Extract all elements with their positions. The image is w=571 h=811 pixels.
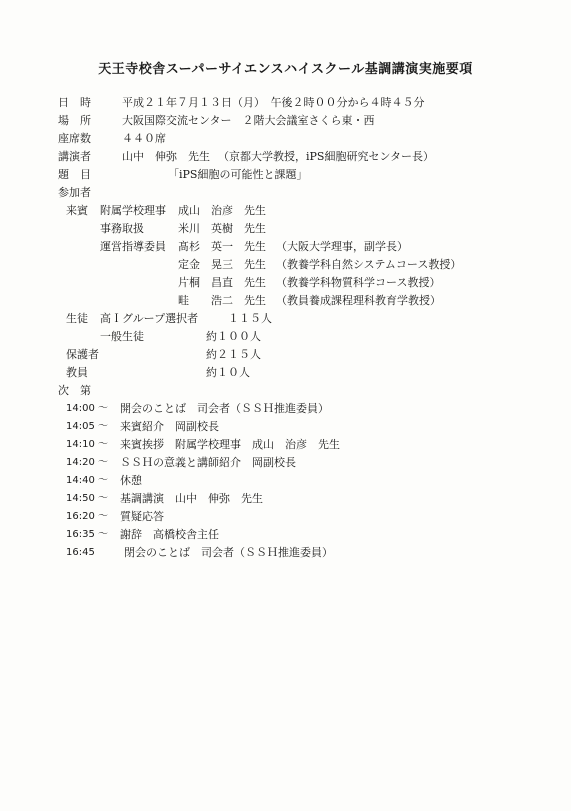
- lecturer-name: 山中 伸弥 先生: [122, 150, 210, 163]
- guest-name: 米川 英樹 先生: [178, 222, 266, 235]
- guest-role: 事務取扱: [100, 222, 144, 235]
- schedule-time: 16:45: [66, 547, 95, 558]
- lecturer-affiliation: （京都大学教授，iPS細胞研究センター長）: [218, 150, 435, 163]
- guest-name: 畦 浩二 先生: [178, 294, 266, 307]
- student-group: 一般生徒: [100, 330, 144, 343]
- teachers-label: 教員: [66, 366, 88, 379]
- schedule-time: 14:20 ～: [66, 457, 108, 468]
- schedule-text: 基調講演 山中 伸弥 先生: [120, 492, 263, 505]
- students-label: 生徒: [66, 312, 88, 325]
- schedule-time: 14:40 ～: [66, 475, 108, 486]
- guest-role: 附属学校理事: [100, 204, 166, 217]
- guardians-count: 約２１５人: [206, 348, 261, 361]
- guest-note: （大阪大学理事，副学長）: [276, 240, 408, 253]
- seats-label: 座席数: [58, 132, 91, 145]
- guest-name: 定金 晃三 先生: [178, 258, 266, 271]
- schedule-text: 謝辞 高橋校舎主任: [120, 528, 219, 541]
- guest-name: 成山 治彦 先生: [178, 204, 266, 217]
- student-group: 高Ｉグループ選択者: [100, 312, 199, 325]
- schedule-label: 次 第: [58, 384, 91, 397]
- schedule-text: 来賓紹介 岡副校長: [120, 420, 219, 433]
- schedule-text: 開会のことば 司会者（ＳＳＨ推進委員）: [120, 402, 329, 415]
- guest-note: （教養学科物質科学コース教授）: [276, 276, 441, 289]
- schedule-time: 14:00 ～: [66, 403, 108, 414]
- schedule-text: 来賓挨拶 附属学校理事 成山 治彦 先生: [120, 438, 340, 451]
- venue-value: 大阪国際交流センター ２階大会議室さくら東・西: [122, 114, 375, 127]
- venue-label: 場 所: [58, 114, 91, 127]
- guardians-label: 保護者: [66, 348, 99, 361]
- lecturer-label: 講演者: [58, 150, 91, 163]
- guest-note: （教養学科自然システムコース教授）: [276, 258, 462, 271]
- seats-value: ４４０席: [122, 132, 166, 145]
- schedule-time: 14:05 ～: [66, 421, 108, 432]
- teachers-count: 約１０人: [206, 366, 250, 379]
- guests-label: 来賓: [66, 204, 88, 217]
- schedule-text: 休憩: [120, 474, 142, 487]
- guest-role: 運営指導委員: [100, 240, 166, 253]
- guest-name: 片桐 昌直 先生: [178, 276, 266, 289]
- date-label: 日 時: [58, 96, 91, 109]
- schedule-time: 16:20 ～: [66, 511, 108, 522]
- schedule-time: 16:35 ～: [66, 529, 108, 540]
- participants-label: 参加者: [58, 186, 91, 199]
- schedule-time: 14:10 ～: [66, 439, 108, 450]
- date-value: 平成２１年７月１３日（月） 午後２時００分から４時４５分: [122, 96, 425, 109]
- document-title: 天王寺校舎スーパーサイエンスハイスクール基調講演実施要項: [98, 62, 473, 77]
- schedule-time: 14:50 ～: [66, 493, 108, 504]
- theme-value: 「iPS細胞の可能性と課題」: [168, 168, 308, 181]
- guest-name: 髙杉 英一 先生: [178, 240, 266, 253]
- student-count: １１５人: [228, 312, 272, 325]
- schedule-text: 閉会のことば 司会者（ＳＳＨ推進委員）: [124, 546, 333, 559]
- guest-note: （教員養成課程理科教育学教授）: [276, 294, 441, 307]
- schedule-text: ＳＳＨの意義と講師紹介 岡副校長: [120, 456, 296, 469]
- theme-label: 題 目: [58, 168, 91, 181]
- schedule-text: 質疑応答: [120, 510, 164, 523]
- student-count: 約１００人: [206, 330, 261, 343]
